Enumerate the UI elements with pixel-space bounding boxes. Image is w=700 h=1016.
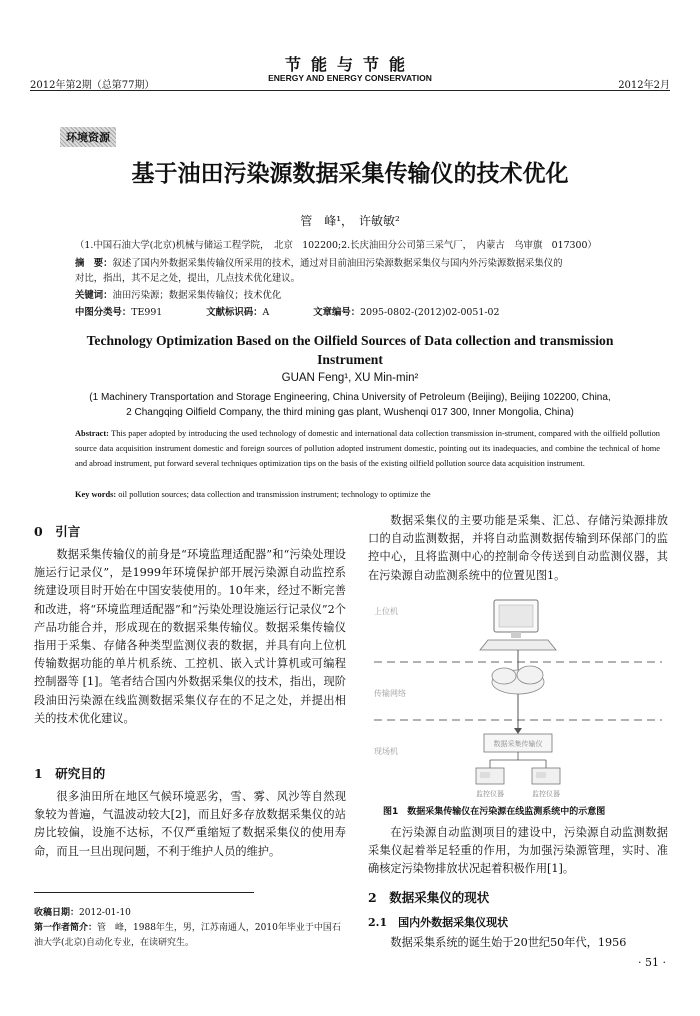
instrument-icon	[476, 768, 504, 784]
footnote-rule	[34, 892, 254, 893]
section-0-title: 0 引言	[34, 524, 81, 539]
section-1-body: 很多油田所在地区气候环境恶劣，雪、雾、风沙等自然现象较为普遍，气温波动较大[2]，而且好多存放数据采集仪的站房比较偏，设施不达标，不仅严重缩短了数据采集仪的使用寿命，而且一旦出现问题，不利于维护人员的维护。	[34, 790, 346, 858]
footnote	[34, 906, 346, 951]
received-label: 收稿日期：	[34, 908, 80, 918]
section-tag: 环境资源	[60, 127, 116, 147]
journal-title-cn: 节能与节能	[284, 55, 415, 74]
authors-cn: 管 峰¹， 许敏敏²	[300, 214, 400, 228]
page-title: 基于油田污染源数据采集传输仪的技术优化	[131, 161, 569, 187]
section-2-1-body: 数据采集系统的诞生始于20世纪50年代，1956	[390, 936, 627, 949]
abstract-cn-line1: 叙述了国内外数据采集传输仪所采用的技术，通过对目前油田污染源数据采集仪与国内外污染源数据采集仪的	[112, 258, 563, 269]
affiliation-en-line1: (1 Machinery Transportation and Storage Engineering, China University of Petroleum (Beijing), Beijing 102200, China,	[89, 392, 611, 403]
clc-value: TE991	[131, 307, 163, 318]
fig-label-inst1: 监控仪器	[476, 790, 504, 798]
issue-info: 2012年第2期（总第77期）	[30, 80, 155, 91]
fig-label-box: 数据采集传输仪	[493, 740, 543, 748]
keywords-cn	[75, 288, 665, 303]
abstract-cn-label: 摘 要：	[75, 258, 113, 269]
figure-caption: 图1 数据采集传输仪在污染源在线监测系统中的示意图	[383, 807, 606, 817]
figure-1	[368, 592, 668, 800]
host-computer-icon	[480, 600, 556, 650]
keywords-cn-text: 油田污染源；数据采集传输仪；技术优化	[112, 290, 282, 301]
abstract-en-label: Abstract:	[75, 429, 109, 438]
keywords-en-text: oil pollution sources; data collection and transmission instrument; technology to optimize the	[118, 490, 431, 499]
keywords-en	[75, 490, 660, 499]
author-text: 管 峰，1988年生，男，江苏南通人，2010年毕业于中国石油大学(北京)自动化专业，在读研究生。	[34, 923, 341, 948]
affiliation-en-line2: 2 Changqing Oilfield Company, the third mining gas plant, Wushenqi 017 300, Inner Mongolia, China)	[126, 407, 574, 418]
network-cloud-icon	[492, 666, 544, 694]
right-paragraph-1: 数据采集仪的主要功能是采集、汇总、存储污染源排放口的自动监测数据，并将自动监测数据传输到环保部门的监控中心，且将监测中心的控制命令传送到自动监测仪器，其在污染源自动监测系统中的位置见图1。	[368, 514, 668, 582]
abstract-cn	[75, 256, 665, 286]
received-date: 2012-01-10	[79, 908, 131, 918]
abstract-en-text: This paper adopted by introducing the used technology of domestic and international data collection transmission in-strument, compared with the oilfield pollution source data acquisition instrument domestic and foreign sources of pollution adopted instrument domestic, pointing out its inadequacies, and combine the technical of home and abroad instrument, put forward several techniques optimization tips on the basis of the existing oilfield pollution source data acquisition instrument.	[75, 429, 660, 468]
clc-label: 中图分类号：	[75, 307, 132, 318]
abstract-cn-line2: 对比，指出，其不足之处，提出，几点技术优化建议。	[75, 273, 301, 284]
header-rule	[30, 90, 670, 91]
title-en: Technology Optimization Based on the Oilfield Sources of Data collection and transmission Instrument	[86, 333, 614, 367]
keywords-en-label: Key words:	[75, 490, 117, 499]
fig-label-inst2: 监控仪器	[532, 790, 560, 798]
fig-label-host: 上位机	[374, 607, 398, 616]
article-value: 2095-0802-(2012)02-0051-02	[360, 307, 500, 318]
doc-label: 文献标识码：	[206, 307, 263, 318]
issue-date: 2012年2月	[618, 80, 670, 91]
keywords-cn-label: 关键词：	[75, 290, 113, 301]
section-2-title: 2 数据采集仪的现状	[368, 890, 490, 905]
fig-label-field: 现场机	[374, 747, 398, 756]
page-number: · 51 ·	[638, 956, 666, 969]
doc-value: A	[262, 307, 270, 318]
fig-label-network: 传输网络	[374, 689, 406, 698]
affiliation-cn: （1.中国石油大学(北京)机械与储运工程学院， 北京 102200;2.长庆油田分公司第三采气厂， 内蒙古 乌审旗 017300）	[75, 240, 597, 251]
affiliation-en	[60, 390, 640, 420]
right-paragraph-2: 在污染源自动监测项目的建设中，污染源自动监测数据采集仪起着举足轻重的作用，为加强污染源管理，实时、准确核定污染物排放状况起着积极作用[1]。	[368, 826, 668, 876]
classification	[75, 305, 665, 320]
instrument-icon	[532, 768, 560, 784]
author-label: 第一作者简介：	[34, 923, 98, 933]
section-2-1-title: 2.1 国内外数据采集仪现状	[368, 916, 509, 929]
abstract-en	[75, 426, 660, 471]
journal-title-en: ENERGY AND ENERGY CONSERVATION	[268, 73, 432, 83]
article-label: 文章编号：	[313, 307, 361, 318]
section-0-body: 数据采集传输仪的前身是“环境监理适配器”和“污染处理设施运行记录仪”，是1999年环境保护部开展污染源自动监控系统建设项目时开始在中国安装使用的。10年来，经过不断完善和改进，将“环境监理适配器”和“污染处理设施运行记录仪”2个产品功能合并，形成现在的数据采集传输仪。数据采集传输仪指用于采集、存储各种类型监测仪表的数据，并具有向上位机传输数据功能的单片机系统、工控机、嵌入式计算机或可编程控制器等 [1]。笔者结合国内外数据采集仪的技术，指出，现阶段油田污染源在线监测数据采集仪存在的不足之处，并提出相关的技术优化建议。	[34, 548, 346, 725]
authors-en: GUAN Feng¹, XU Min-min²	[281, 372, 419, 384]
section-1-title: 1 研究目的	[34, 766, 106, 781]
